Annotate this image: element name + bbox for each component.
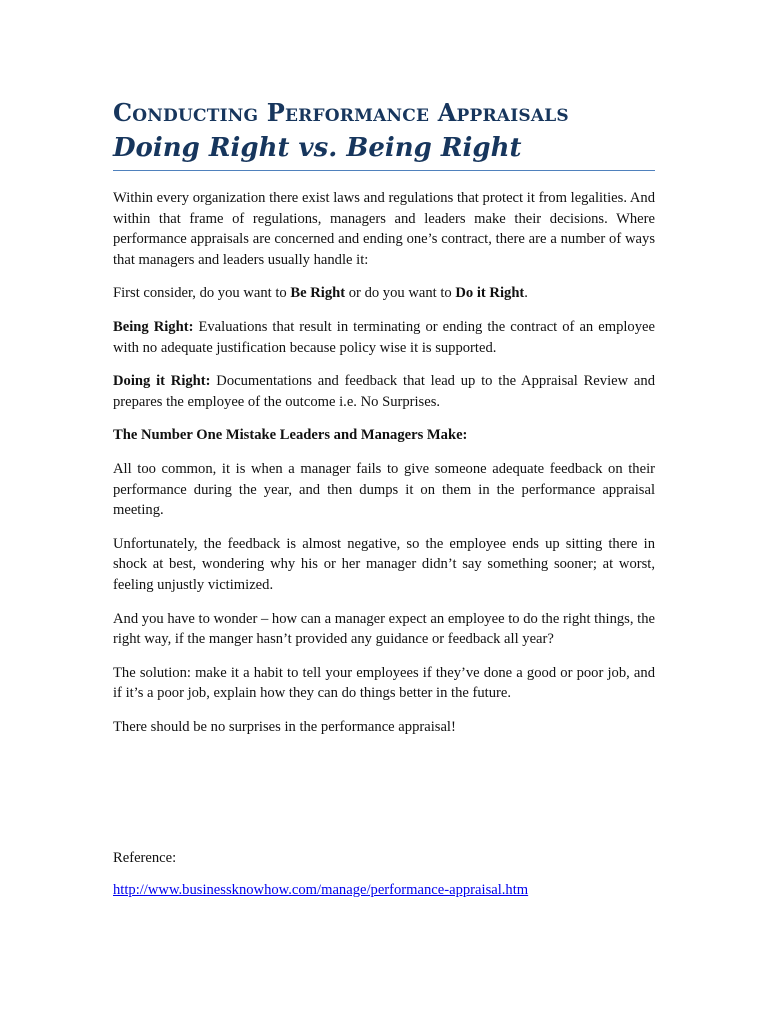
consider-suffix: . [524, 285, 528, 302]
doing-right-text: Documentations and feedback that lead up to the Appraisal Review and prepares the employee of the outcome i.e. No Surprises. [113, 373, 656, 410]
document-title: Conducting Performance Appraisals [113, 98, 569, 127]
solution-paragraph: The solution: make it a habit to tell your employees if they’ve done a good or poor job, and if it’s a poor job, explain how they can do things better in the future. [113, 664, 655, 702]
being-right-text: Evaluations that result in terminating or ending the contract of an employee with no adequate justification because policy wise it is supported. [113, 318, 655, 356]
unfortunately-paragraph: Unfortunately, the feedback is almost negative, so the employee ends up sitting there in shock at best, wondering why his or her manager didn’t say something sooner; at worst, feeling unjustly victimized. [113, 535, 655, 593]
being-right-label: Being Right: [113, 318, 194, 335]
title-block [113, 96, 655, 166]
wonder-paragraph: And you have to wonder – how can a manager expect an employee to do the right things, the right way, if the manger hasn’t provided any guidance or feedback all year? [113, 610, 655, 648]
consider-prefix: First consider, do you want to [113, 285, 291, 302]
all-too-common-paragraph: All too common, it is when a manager fails to give someone adequate feedback on their performance during the year, and then dumps it on them in the performance appraisal meeting. [113, 460, 655, 519]
reference-link[interactable]: http://www.businessknowhow.com/manage/performance-appraisal.htm [113, 882, 529, 898]
doing-right-paragraph [113, 371, 655, 412]
consider-middle: or do you want to [345, 285, 456, 302]
being-right-paragraph [113, 317, 655, 358]
document-body [113, 188, 655, 750]
intro-paragraph: Within every organization there exist laws and regulations that protect it from legalities. And within that frame of regulations, managers and leaders make their decisions. Where performance appraisals are concerned and ending one’s contract, there are a number of ways that managers and leaders usually handle it: [113, 190, 655, 268]
mistake-heading-paragraph [113, 425, 655, 446]
mistake-heading: The Number One Mistake Leaders and Managers Make: [113, 427, 468, 444]
reference-label: Reference: [113, 850, 177, 866]
be-right-phrase: Be Right [290, 285, 346, 302]
no-surprises-paragraph: There should be no surprises in the performance appraisal! [113, 718, 456, 735]
doing-right-label: Doing it Right: [113, 373, 211, 390]
title-divider [113, 170, 655, 171]
document-subtitle: Doing Right vs. Being Right [113, 133, 522, 163]
do-it-right-phrase: Do it Right [455, 285, 525, 302]
consider-paragraph [113, 283, 655, 304]
